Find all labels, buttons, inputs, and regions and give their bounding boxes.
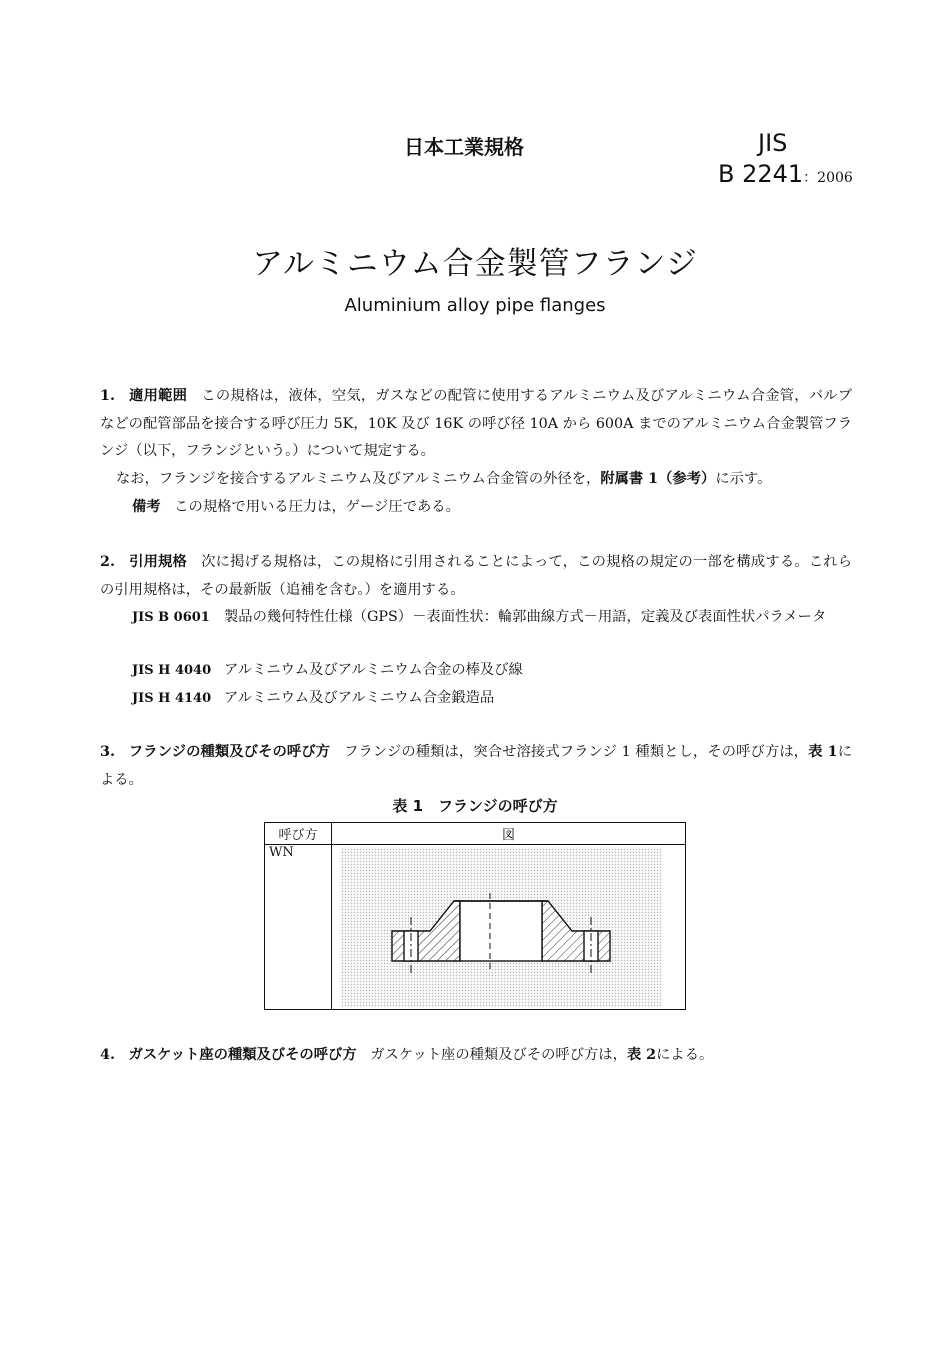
- table-1: [264, 822, 686, 1010]
- standard-number: [718, 160, 853, 188]
- reference-item: [132, 604, 854, 632]
- reference-title: アルミニウム及びアルミニウム合金の棒及び線: [224, 662, 523, 678]
- section-4-heading: ガスケット座の種類及びその呼び方: [128, 1047, 357, 1063]
- table-2-reference: 表 2: [626, 1047, 657, 1063]
- section-4-number: 4.: [100, 1047, 115, 1063]
- standard-title: 日本工業規格: [404, 135, 524, 159]
- reference-code: JIS H 4140: [132, 691, 212, 706]
- annex-reference: 附属書 1（参考）: [600, 471, 716, 487]
- table-1-caption: 表 1 フランジの呼び方: [392, 797, 558, 815]
- table-1-reference: 表 1: [808, 744, 838, 760]
- section-2-paragraph: [100, 549, 852, 604]
- section-2-text: 次に掲げる規格は，この規格に引用されることによって，この規格の規定の一部を構成する。これらの引用規格は，その最新版（追補を含む。）を適用する。: [100, 554, 853, 598]
- remark-label: 備考: [132, 499, 161, 515]
- remark-text: この規格で用いる圧力は，ゲージ圧である。: [174, 499, 460, 515]
- table-header-figure: 図: [332, 823, 686, 845]
- section-3-text-post: による。: [100, 744, 853, 788]
- standard-code: B 2241: [718, 160, 804, 188]
- section-4-text-pre: ガスケット座の種類及びその呼び方は，: [370, 1047, 627, 1063]
- flange-drawing: [332, 845, 684, 1009]
- table-row: [265, 845, 686, 1010]
- section-1-note-post: に示す。: [715, 471, 772, 487]
- section-3-heading: フランジの種類及びその呼び方: [128, 744, 331, 760]
- reference-title: アルミニウム及びアルミニウム合金鍛造品: [224, 690, 495, 706]
- section-1-paragraph: [100, 383, 852, 466]
- standard-year-separator: ：: [803, 170, 818, 186]
- figure-cell: [332, 845, 686, 1010]
- section-3-number: 3.: [100, 744, 115, 760]
- reference-code: JIS B 0601: [132, 610, 210, 625]
- jis-label: JIS: [758, 129, 788, 157]
- table-header-row: [265, 823, 686, 845]
- section-1-remark: [132, 494, 852, 522]
- reference-item: [132, 657, 854, 685]
- section-2-number: 2.: [100, 554, 115, 570]
- section-1-note-pre: なお，フランジを接合するアルミニウム及びアルミニウム合金管の外径を，: [116, 471, 601, 487]
- reference-item: [132, 685, 854, 713]
- section-1-number: 1.: [100, 388, 115, 404]
- section-1-note: [116, 466, 856, 494]
- section-4-paragraph: [100, 1042, 852, 1070]
- table-header-designation: 呼び方: [265, 823, 332, 845]
- section-2-heading: 引用規格: [129, 554, 188, 570]
- section-3-paragraph: [100, 739, 852, 794]
- section-1-text: この規格は，液体，空気，ガスなどの配管に使用するアルミニウム及びアルミニウム合金管，バルブなどの配管部品を接合する呼び圧力 5K，10K 及び 16K の呼び径 10A から 600A までのアルミニウム合金製管フランジ（以下，フランジという。）について規定する。: [100, 388, 852, 459]
- section-3-text-pre: フランジの種類は，突合せ溶接式フランジ 1 種類とし，その呼び方は，: [344, 744, 809, 760]
- standard-year: 2006: [817, 170, 853, 186]
- document-title-ja: アルミニウム合金製管フランジ: [252, 246, 698, 282]
- section-4-text-post: による。: [656, 1047, 714, 1063]
- designation-cell: WN: [265, 845, 332, 1010]
- flange-bore: [460, 901, 542, 961]
- reference-title: 製品の幾何特性仕様（GPS）－表面性状：輪郭曲線方式－用語，定義及び表面性状パラメータ: [224, 609, 827, 625]
- document-title-en: Aluminium alloy pipe flanges: [344, 295, 606, 316]
- section-1-heading: 適用範囲: [129, 388, 188, 404]
- reference-code: JIS H 4040: [132, 663, 212, 678]
